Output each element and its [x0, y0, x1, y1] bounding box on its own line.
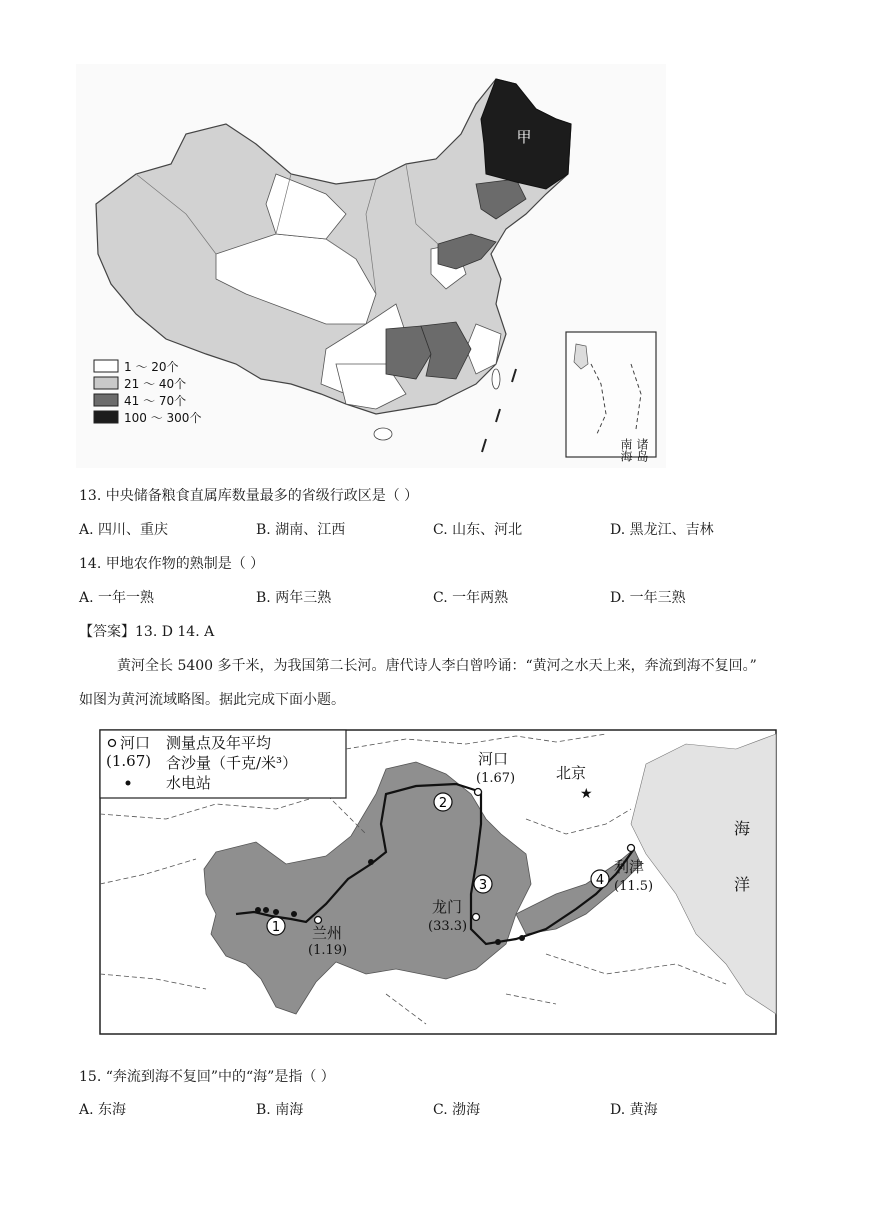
intro-line-2: 如图为黄河流域略图。据此完成下面小题。 [79, 692, 345, 708]
label-longmen: 龙门 [432, 898, 463, 916]
legend-station-value: (1.67) [106, 752, 152, 770]
answer-line: 【答案】13. D 14. A [79, 624, 215, 640]
legend-hydro-marker [126, 781, 131, 786]
q14-option-c[interactable]: C. 一年两熟 [433, 590, 509, 606]
q15-option-a[interactable]: A. 东海 [79, 1102, 127, 1118]
beijing-star-icon: ★ [580, 786, 593, 802]
label-beijing: 北京 [556, 764, 587, 782]
label-sea-2: 洋 [734, 875, 751, 894]
q15-option-c[interactable]: C. 渤海 [433, 1102, 481, 1118]
q13-option-d[interactable]: D. 黑龙江、吉林 [610, 522, 714, 538]
china-map-figure [76, 64, 666, 468]
label-hekou: 河口 [478, 750, 509, 768]
inset-label-1: 南海 [619, 438, 633, 462]
china-map-svg [76, 64, 666, 468]
label-lanzhou: 兰州 [312, 924, 343, 942]
legend-text-1: 测量点及年平均 [166, 734, 272, 752]
marker-4: 4 [595, 873, 605, 888]
label-hekou-value: (1.67) [476, 771, 516, 786]
q13-option-b[interactable]: B. 湖南、江西 [256, 522, 346, 538]
jia-marker: 甲 [516, 128, 532, 146]
marker-3: 3 [478, 878, 488, 893]
legend-label-2: 21 ～ 40个 [124, 377, 187, 391]
legend-swatch-4 [94, 411, 118, 423]
label-longmen-value: (33.3) [428, 919, 468, 934]
q13-option-c[interactable]: C. 山东、河北 [433, 522, 523, 538]
legend-swatch-3 [94, 394, 118, 406]
legend-station-name: 河口 [120, 734, 151, 752]
legend-swatch-2 [94, 377, 118, 389]
marker-1: 1 [271, 920, 281, 935]
yellow-river-svg [86, 724, 782, 1040]
question-15: 15. “奔流到海不复回”中的“海”是指（ ） [79, 1069, 335, 1085]
legend-text-2: 含沙量（千克/米³） [166, 754, 298, 772]
intro-line-1: 黄河全长 5400 多千米，为我国第二长河。唐代诗人李白曾吟诵：“黄河之水天上来，奔流到海不复回。” [117, 658, 757, 674]
inset-label-2: 诸岛 [635, 438, 649, 462]
q14-option-b[interactable]: B. 两年三熟 [256, 590, 332, 606]
legend-label-3: 41 ～ 70个 [124, 394, 187, 408]
label-lijin-value: (11.5) [614, 879, 654, 894]
question-14: 14. 甲地农作物的熟制是（ ） [79, 556, 265, 572]
label-lanzhou-value: (1.19) [308, 943, 348, 958]
legend-label-4: 100 ～ 300个 [124, 411, 202, 425]
question-13: 13. 中央储备粮食直属库数量最多的省级行政区是（ ） [79, 488, 419, 504]
label-lijin: 利津 [614, 858, 645, 876]
q13-option-a[interactable]: A. 四川、重庆 [79, 522, 169, 538]
label-sea-1: 海 [734, 819, 751, 838]
yellow-river-figure [86, 724, 782, 1040]
legend-station-marker [109, 740, 116, 747]
legend-swatch-1 [94, 360, 118, 372]
q15-option-d[interactable]: D. 黄海 [610, 1102, 658, 1118]
legend-label-1: 1 ～ 20个 [124, 360, 179, 374]
q14-option-a[interactable]: A. 一年一熟 [79, 590, 155, 606]
legend-text-3: 水电站 [166, 774, 212, 792]
q14-option-d[interactable]: D. 一年三熟 [610, 590, 686, 606]
q15-option-b[interactable]: B. 南海 [256, 1102, 304, 1118]
marker-2: 2 [438, 796, 448, 811]
